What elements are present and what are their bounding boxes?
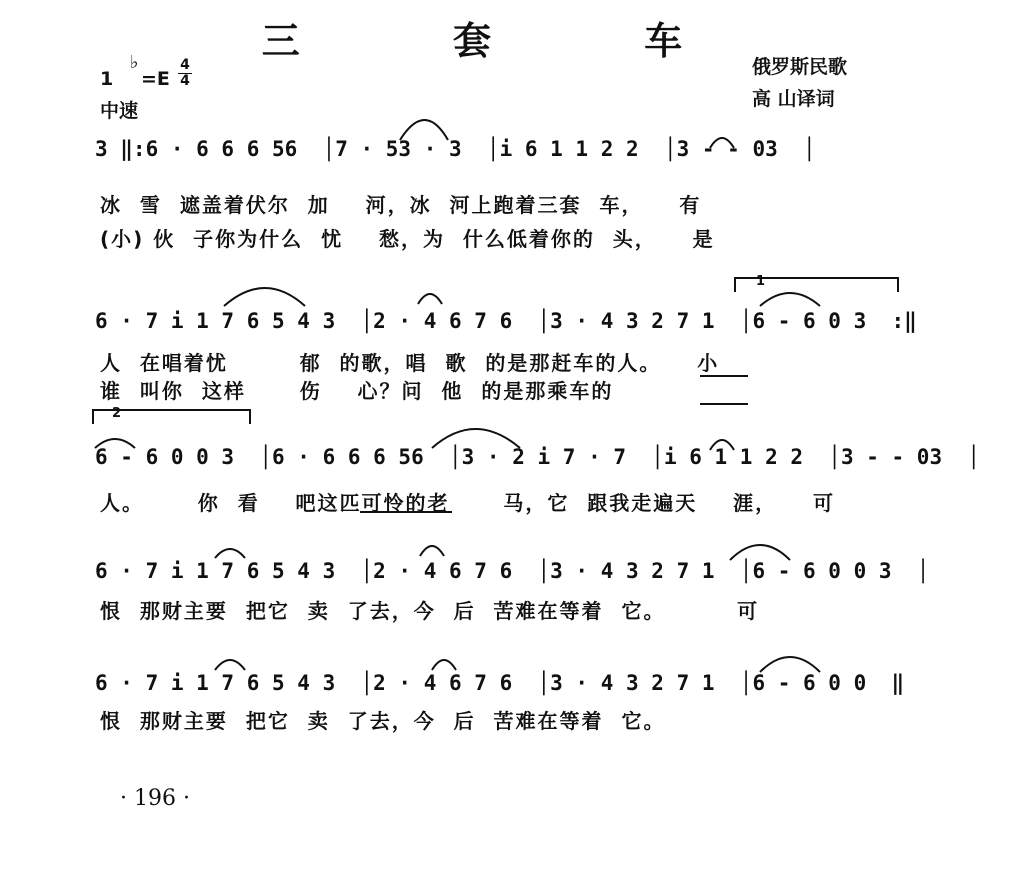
- time-signature-bottom: 4: [180, 73, 190, 89]
- time-signature-top: 4: [180, 57, 190, 73]
- lyrics-row-4: 恨 那财主要 把它 卖 了去，今 后 苦难在等着 它。 可: [100, 599, 760, 623]
- slur-mark: [432, 660, 456, 670]
- slur-mark: [418, 294, 442, 304]
- slur-mark: [710, 440, 734, 450]
- slur-mark: [420, 546, 444, 556]
- slur-mark: [710, 138, 734, 148]
- volta-1-label: 1: [756, 274, 766, 289]
- song-origin: 俄罗斯民歌: [752, 56, 848, 78]
- lyrics-row-2-verse-2: 谁 叫你 这样 伤 心？问 他 的是那乘车的: [100, 379, 614, 403]
- key-flat-sign: ♭: [130, 52, 139, 73]
- slur-mark: [432, 429, 520, 448]
- slur-mark: [215, 549, 245, 558]
- slur-mark: [400, 120, 448, 140]
- slur-mark: [95, 439, 135, 448]
- tempo-marking: 中速: [100, 100, 139, 122]
- notation-row-3: 6 - 6 0 0 3 │6 · 6 6 6 56 │3 · 2 i 7 · 7 │i 6 1 1 2 2 │3 - - 03 │: [95, 445, 981, 469]
- translator-credit: 高 山译词: [752, 88, 835, 110]
- slur-mark: [215, 660, 245, 670]
- slur-mark: [760, 657, 820, 672]
- lyrics-row-2-verse-1: 人 在唱着忧 郁 的歌，唱 歌 的是那赶车的人。 小: [100, 351, 720, 375]
- slur-mark: [730, 545, 790, 560]
- notation-row-2: 6 · 7 i 1 7 6 5 4 3 │2 · 4 6 7 6 │3 · 4 3 2 7 1 │6 - 6 0 3 :‖: [95, 309, 917, 333]
- notation-row-5: 6 · 7 i 1 7 6 5 4 3 │2 · 4 6 7 6 │3 · 4 3 2 7 1 │6 - 6 0 0 ‖: [95, 671, 905, 695]
- lyrics-row-1-verse-1: 冰 雪 遮盖着伏尔 加 河，冰 河上跑着三套 车， 有: [100, 193, 702, 217]
- page-number: · 196 ·: [120, 786, 190, 811]
- lyrics-row-5: 恨 那财主要 把它 卖 了去，今 后 苦难在等着 它。: [100, 709, 666, 733]
- key-note: =E: [141, 68, 170, 90]
- slur-mark: [224, 288, 305, 306]
- song-title: 三 套 车: [261, 19, 753, 63]
- volta-2-label: 2: [112, 406, 122, 421]
- notation-row-1: 3 ‖:6 · 6 6 6 56 │7 · 53 · 3 │i 6 1 1 2 2 │3 - - 03 │: [95, 137, 816, 161]
- slur-mark: [760, 293, 820, 306]
- lyrics-row-1-verse-2: (小) 伙 子你为什么 忧 愁，为 什么低着你的 头， 是: [100, 227, 715, 251]
- lyrics-row-3: 人。 你 看 吧这匹可怜的老 马，它 跟我走遍天 涯， 可: [100, 491, 835, 515]
- notation-row-4: 6 · 7 i 1 7 6 5 4 3 │2 · 4 6 7 6 │3 · 4 3 2 7 1 │6 - 6 0 0 3 │: [95, 559, 930, 583]
- key-number: 1: [100, 68, 114, 90]
